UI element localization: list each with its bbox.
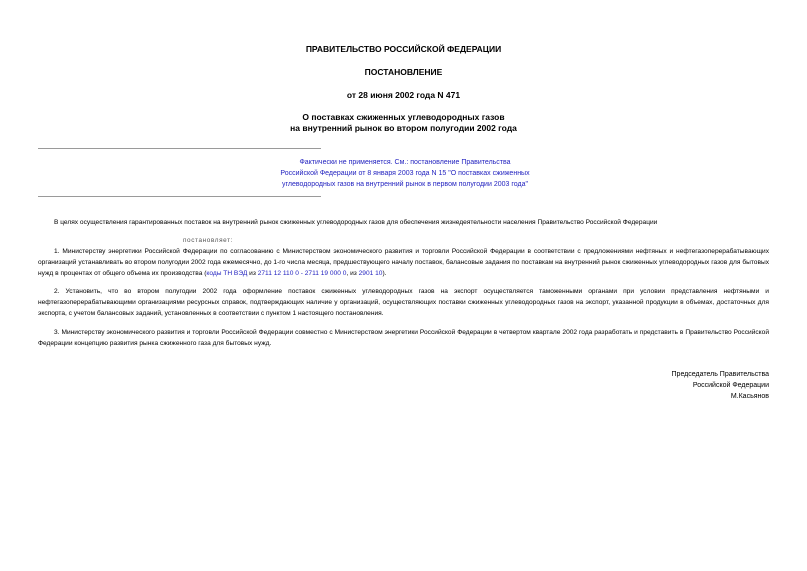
org-heading: ПРАВИТЕЛЬСТВО РОССИЙСКОЙ ФЕДЕРАЦИИ xyxy=(305,44,502,54)
signature-line-2: Российской Федерации xyxy=(692,382,769,389)
decrees-word: постановляет: xyxy=(183,237,233,244)
note-link-line-1[interactable]: постановление Правительства xyxy=(410,159,511,166)
paragraph-3: 3. Министерству экономического развития и торговли Российской Федерации совместно с Министерством энергетики Российской Федерации в четвертом квартале 2002 года разработать и представить в Правительство Российской Федерации концепцию развития рынка сжиженного газа для бытовых нужд. xyxy=(38,329,769,348)
code-290110-link[interactable]: 2901 10 xyxy=(358,270,383,278)
doc-type-heading: ПОСТАНОВЛЕНИЕ xyxy=(364,67,443,77)
divider-bottom xyxy=(38,196,321,197)
note-link-line-2[interactable]: Российской Федерации от 8 января 2003 года N 15 "О поставках сжиженных xyxy=(280,170,530,177)
signature-line-1: Председатель Правительства xyxy=(671,371,769,378)
code-range-link[interactable]: 2711 12 110 0 - 2711 19 000 0 xyxy=(257,270,347,278)
applicability-note xyxy=(250,157,560,190)
p1-mid-2: , из xyxy=(346,270,359,278)
p1-end: ). xyxy=(382,270,387,278)
paragraph-2: 2. Установить, что во втором полугодии 2002 года оформление поставок сжиженных углеводородных газов на экспорт осуществляется таможенными органами при условии представления нефтяными и нефтегазоперерабатывающими организациями ресурсных справок, подтверждающих наличие у организаций, осуществляющих поставки сжиженных углеводородных газов на экспорт, указанной продукции в объемах, достаточных для экспорта, с учетом балансовых заданий, установленных в соответствии с пунктом 1 настоящего постановления. xyxy=(38,288,769,318)
p1-text: 1. Министерству энергетики Российской Федерации по согласованию с Министерством экономического развития и торговли Российской Федерации в соответствии с предложениями нефтяных и нефтегазоперерабатывающих организаций устанавливать во втором полугодии 2002 года ежемесячно, до 1-го числа месяца, предшествующего началу поставок, балансовые задания по поставкам на внутренний рынок сжиженных углеводородных газов для бытовых нужд в процентах от общего объема их производства ( xyxy=(38,248,769,278)
preamble-paragraph: В целях осуществления гарантированных поставок на внутренний рынок сжиженных углеводородных газов для обеспечения жизнедеятельности населения Правительство Российской Федерации xyxy=(54,219,658,226)
title-line-2: на внутренний рынок во втором полугодии 2002 года xyxy=(290,123,517,133)
signature-block xyxy=(569,369,769,402)
paragraph-1 xyxy=(38,246,769,280)
date-number-heading: от 28 июня 2002 года N 471 xyxy=(346,90,461,100)
tnved-codes-link[interactable]: коды ТН ВЭД xyxy=(206,270,248,278)
note-link-line-3[interactable]: углеводородных газов на внутренний рынок в первом полугодии 2003 года" xyxy=(282,181,528,188)
divider-top xyxy=(38,148,321,149)
title-line-1: О поставках сжиженных углеводородных газов xyxy=(302,112,505,122)
signature-line-3: М.Касьянов xyxy=(730,393,769,400)
p1-mid-1: из xyxy=(247,270,258,278)
note-prefix: Фактически не применяется. См.: xyxy=(299,159,411,166)
